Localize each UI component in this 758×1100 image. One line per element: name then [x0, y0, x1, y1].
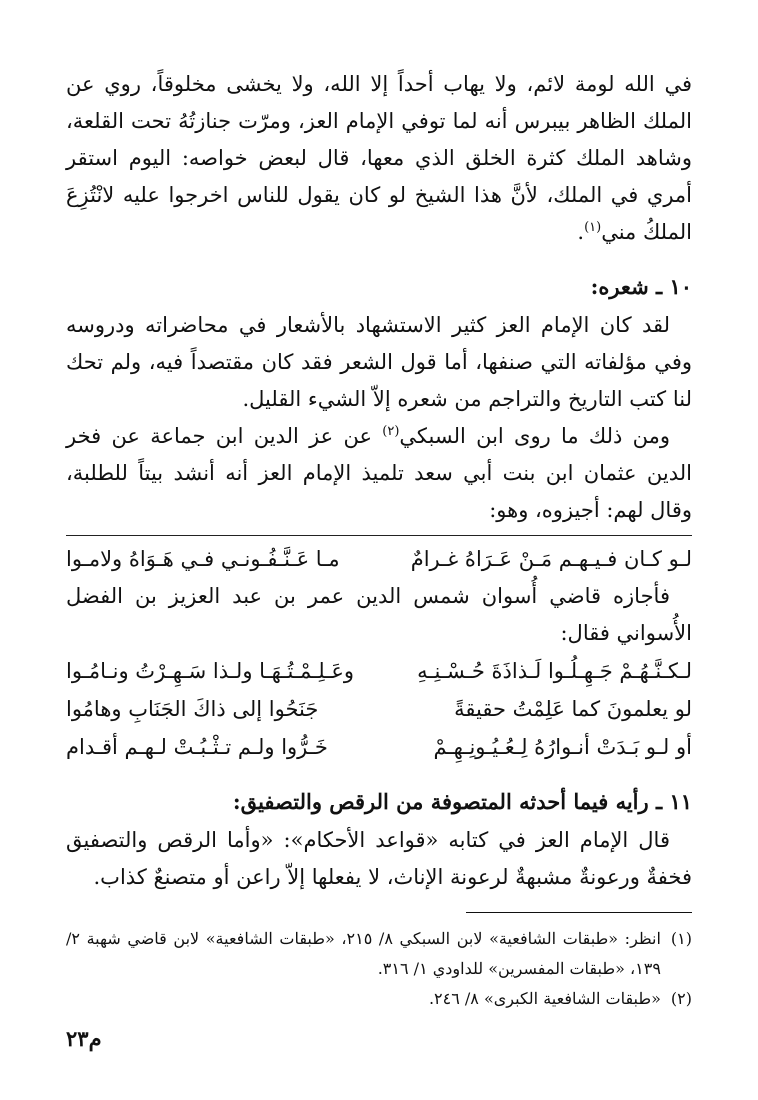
footnote-ref-1[interactable]: (١) — [584, 220, 602, 235]
footnote-1-text: انظر: «طبقات الشافعية» لابن السبكي ٨/ ٢١٥، «طبقات الشافعية» لابن قاضي شهبة ٢/ ١٣٩، «طبقات المفسرين» للداودي ١/ ٣١٦. — [66, 929, 661, 978]
footnote-2-number: (٢) — [670, 989, 692, 1008]
verse-line-4 — [66, 728, 692, 766]
verse-divider — [66, 535, 692, 536]
section-heading-10: ١٠ ـ شعره: — [590, 274, 692, 299]
paragraph-2: لقد كان الإمام العز كثير الاستشهاد بالأشعار في محاضراته ودروسه وفي مؤلفاته التي صنفها، أما قول الشعر فقد كان مقتصداً فيه، ولم تحك لنا كتب التاريخ والتراجم من شعره إلاّ الشيء القليل. — [66, 313, 692, 411]
footnote-2-text: «طبقات الشافعية الكبرى» ٨/ ٢٤٦. — [428, 989, 661, 1008]
verse-4-first-hemistich: أو لـو بَـدَتْ أنـوارُهُ لِـعُـيُـونِـهِـمْ — [433, 735, 692, 759]
paragraph-5: قال الإمام العز في كتابه «قواعد الأحكام»: «وأما الرقص والتصفيق فخفةٌ ورعونةٌ مشبهةٌ لرعونة الإناث، لا يفعلها إلاّ راعن أو متصنعٌ كذاب. — [66, 828, 692, 889]
main-content — [66, 66, 692, 896]
footnote-separator — [466, 912, 692, 913]
paragraph-3-text-a: ومن ذلك ما روى ابن السبكي — [399, 424, 670, 448]
verse-1-second-hemistich: مـا عَـنَّـفُـونـي فـي هَـوَاهُ ولامـوا — [66, 547, 340, 571]
paragraph-1 — [66, 66, 692, 251]
section-heading-11: ١١ ـ رأيه فيما أحدثه المتصوفة من الرقص والتصفيق: — [232, 789, 692, 814]
footnotes — [66, 924, 692, 1014]
paragraph-4: فأجازه قاضي أُسوان شمس الدين عمر بن عبد العزيز بن الفضل الأُسواني فقال: — [66, 584, 692, 645]
verse-3-second-hemistich: جَنَحُوا إلى ذاكَ الجَنَابِ وهامُوا — [66, 697, 319, 721]
verse-line-3 — [66, 690, 692, 728]
page-number: م٢٣ — [66, 1026, 102, 1051]
footnote-1 — [66, 924, 692, 984]
verse-2-second-hemistich: وعَـلِـمْـتُـهَـا ولـذا سَـهِـرْتُ ونـامُـوا — [66, 659, 355, 683]
verse-1-first-hemistich: لـو كـان فـيـهـم مَـنْ عَـرَاهُ غـرامٌ — [410, 547, 692, 571]
verse-3-first-hemistich: لو يعلمونَ كما عَلِمْتُ حقيقةً — [454, 697, 692, 721]
verse-line-1 — [66, 540, 692, 578]
paragraph-3 — [66, 418, 692, 529]
footnote-1-number: (١) — [670, 929, 692, 948]
verse-line-2 — [66, 652, 692, 690]
paragraph-3-text-b: عن عز الدين ابن جماعة عن فخر الدين عثمان ابن بنت أبي سعد تلميذ الإمام العز أنه أنشد بيتاً للطلبة، وقال لهم: أجيزوه، وهو: — [66, 424, 692, 522]
footnote-ref-2[interactable]: (٢) — [382, 424, 400, 439]
verse-2-first-hemistich: لـكـنَّـهُـمْ جَـهِـلُـوا لَـذاذَةَ حُـسْـنِـهِ — [417, 659, 692, 683]
paragraph-1-text: في الله لومة لائم، ولا يهاب أحداً إلا الله، ولا يخشى مخلوقاً، روي عن الملك الظاهر بيبرس أنه لما توفي الإمام العز، ومرّت جنازتُهُ تحت القلعة، وشاهد الملك كثرة الخلق الذي معها، قال لبعض خواصه: اليوم استقر أمري في الملك، لأنَّ هذا الشيخ لو كان يقول للناس اخرجوا عليه لانْتُزِعَ الملكُ مني — [66, 72, 692, 244]
footnote-2 — [66, 984, 692, 1014]
paragraph-1-end: . — [577, 220, 585, 244]
verse-4-second-hemistich: خَـرُّوا ولـم تـثْـبُـتْ لـهـم أقـدام — [66, 735, 328, 759]
